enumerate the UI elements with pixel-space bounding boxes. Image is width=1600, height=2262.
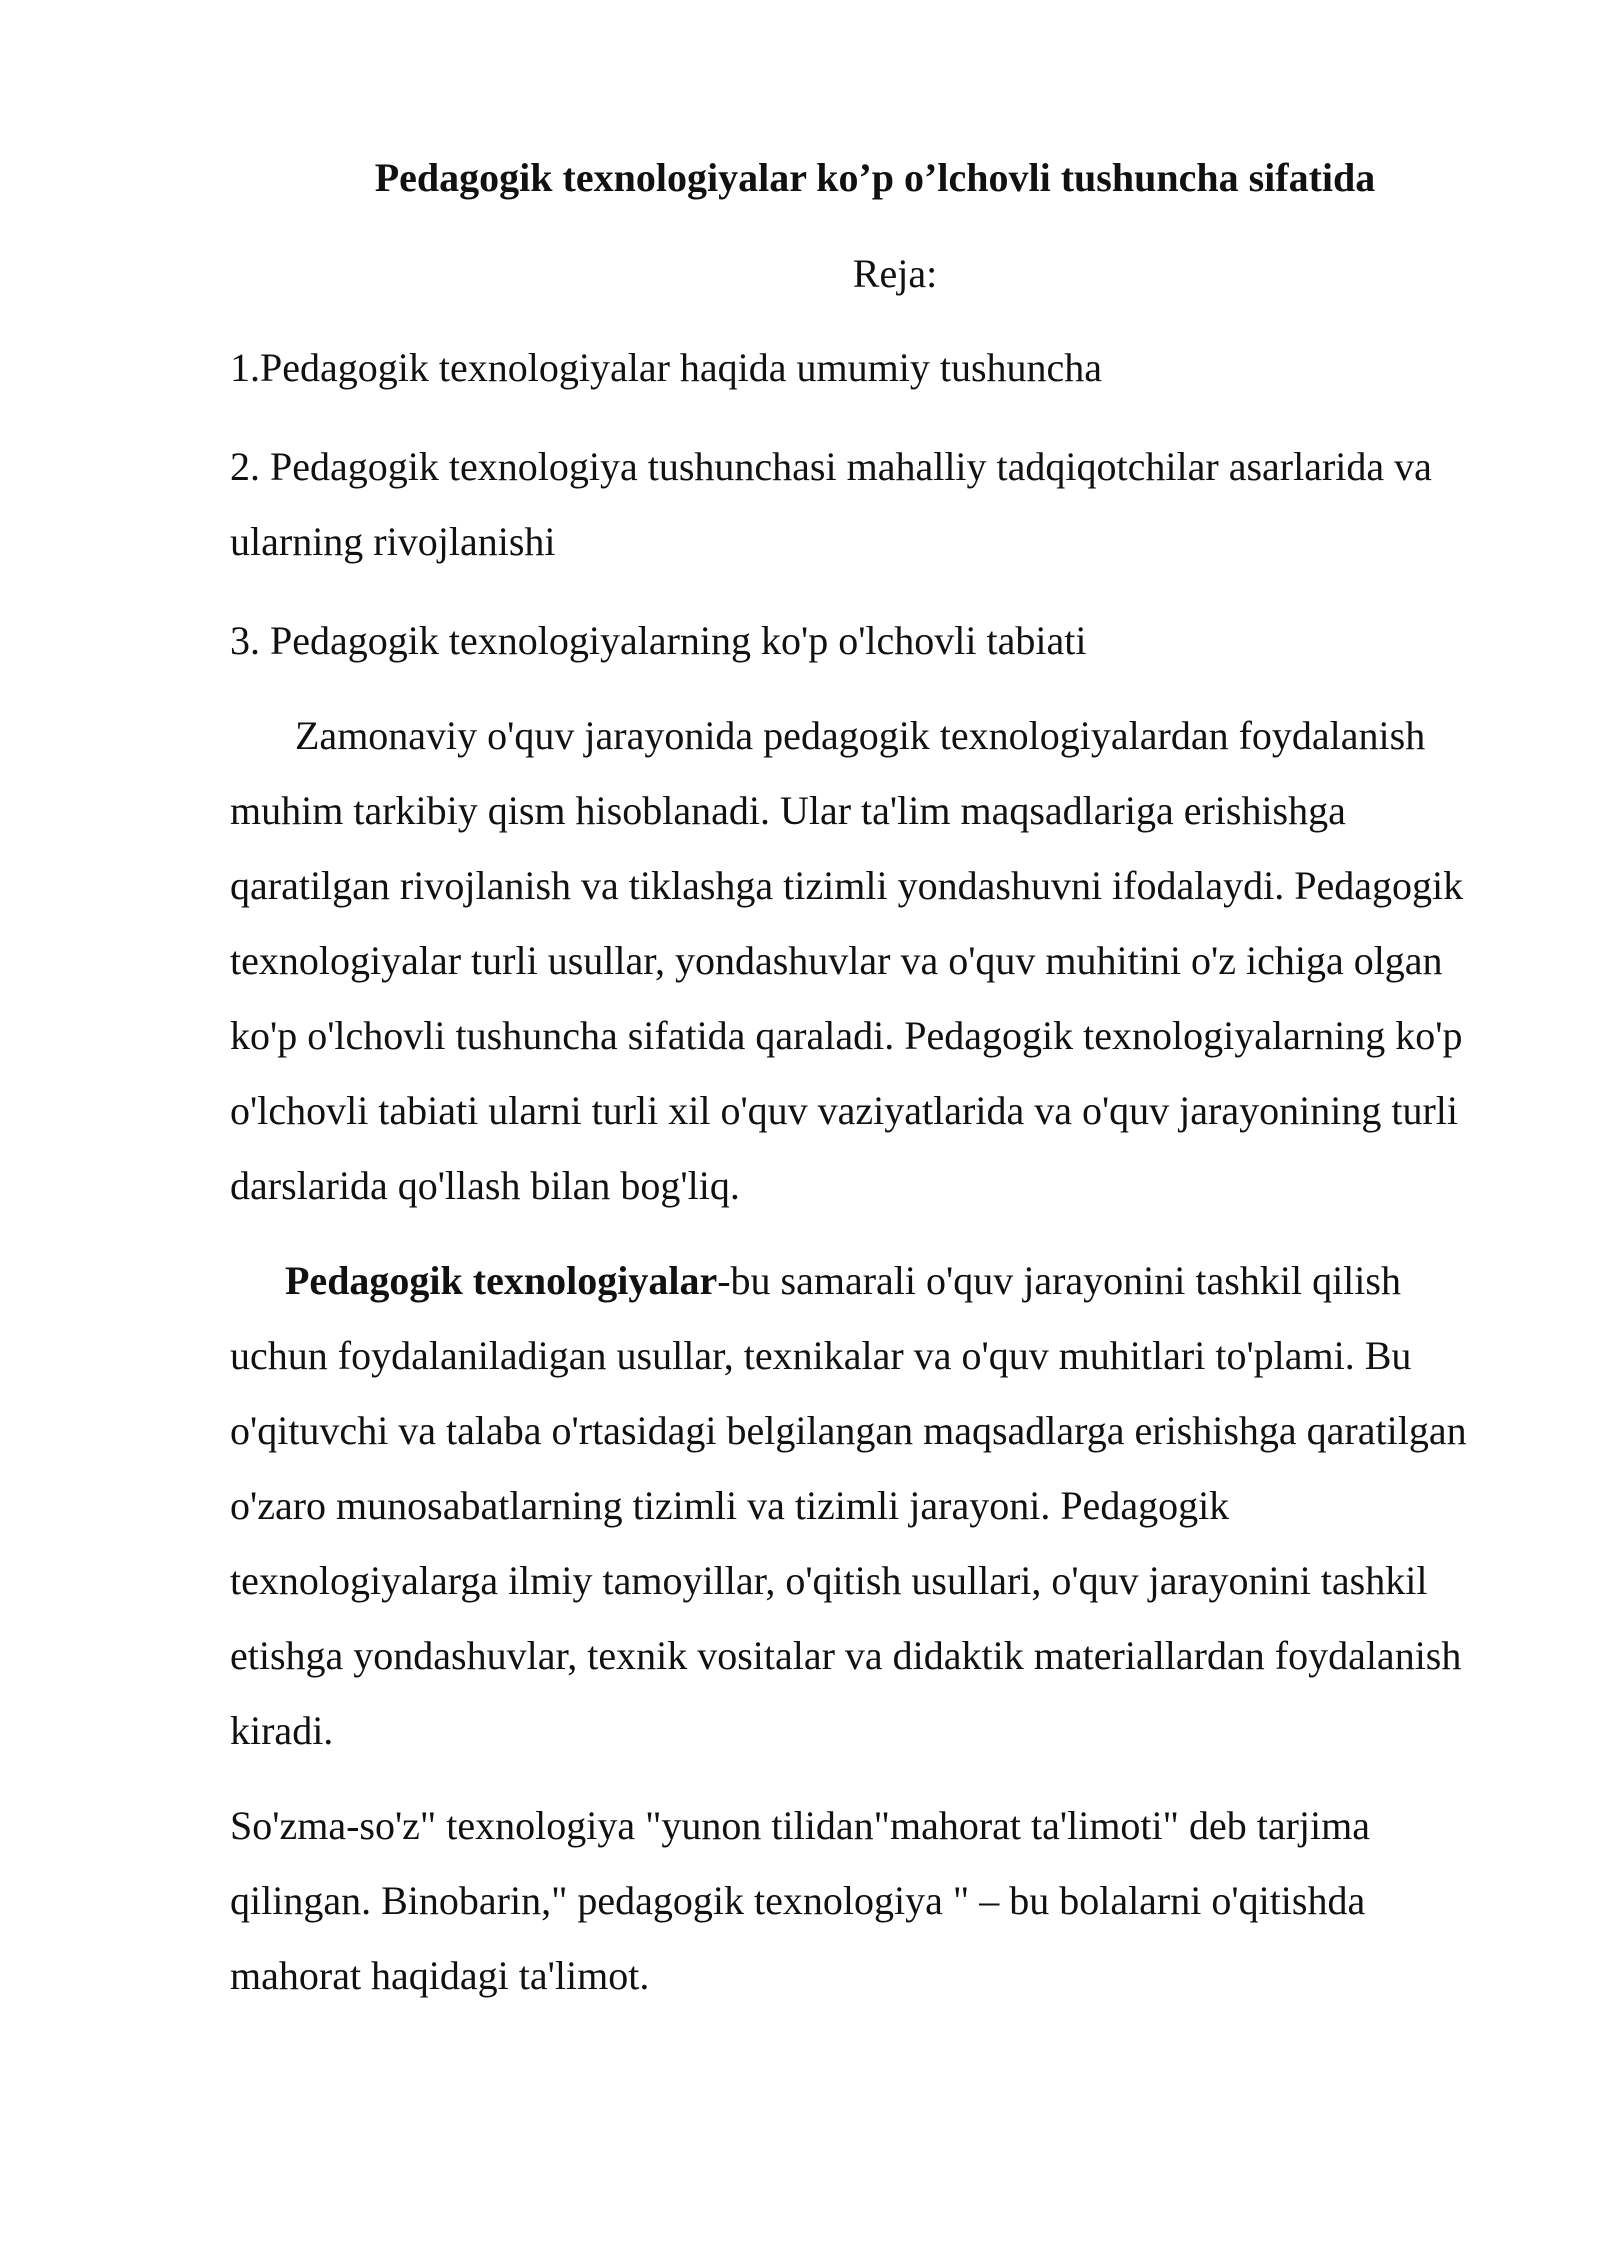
paragraph-1: Zamonaviy o'quv jarayonida pedagogik texnologiyalardan foydalanish muhim tarkibiy qism hisoblanadi. Ular ta'lim maqsadlariga erishishga qaratilgan rivojlanish va tiklashga tizimli yondashuvni ifodalaydi. Pedagogik texnologiyalar turli usullar, yondashuvlar va o'quv muhitini o'z ichiga olgan ko'p o'lchovli tushuncha sifatida qaraladi. Pedagogik texnologiyalarning ko'p o'lchovli tabiati ularni turli xil o'quv vaziyatlarida va o'quv jarayonining turli darslarida qo'llash bilan bog'liq. bbox=[230, 713, 1464, 1208]
plan-item-1: 1.Pedagogik texnologiyalar haqida umumiy tushuncha bbox=[230, 345, 1103, 390]
paragraph-2-term: Pedagogik texnologiyalar bbox=[285, 1258, 718, 1303]
paragraph-2-definition: -bu samarali o'quv jarayonini tashkil qilish uchun foydalaniladigan usullar, texnikalar va o'quv muhitlari to'plami. Bu o'qituvchi va talaba o'rtasidagi belgilangan maqsadlarga erishishga qaratilgan o'zaro munosabatlarning tizimli va tizimli jarayoni. Pedagogik texnologiyalarga ilmiy tamoyillar, o'qitish usullari, o'quv jarayonini tashkil etishga yondashuvlar, texnik vositalar va didaktik materiallardan foydalanish kiradi. bbox=[230, 1258, 1467, 1753]
plan-label: Reja: bbox=[852, 251, 938, 296]
document-title: Pedagogik texnologiyalar ko’p o’lchovli tushuncha sifatida bbox=[374, 155, 1376, 200]
paragraph-3: So'zma-so'z" texnologiya "yunon tilidan"mahorat ta'limoti" deb tarjima qilingan. Binobarin," pedagogik texnologiya " – bu bolalarni o'qitishda mahorat haqidagi ta'limot. bbox=[230, 1803, 1371, 1998]
paragraph-2 bbox=[230, 1243, 1500, 1768]
document-page bbox=[230, 150, 1500, 2013]
plan-item-2: 2. Pedagogik texnologiya tushunchasi mahalliy tadqiqotchilar asarlarida va ularning rivojlanishi bbox=[230, 444, 1432, 564]
plan-item-3: 3. Pedagogik texnologiyalarning ko'p o'lchovli tabiati bbox=[230, 618, 1087, 663]
